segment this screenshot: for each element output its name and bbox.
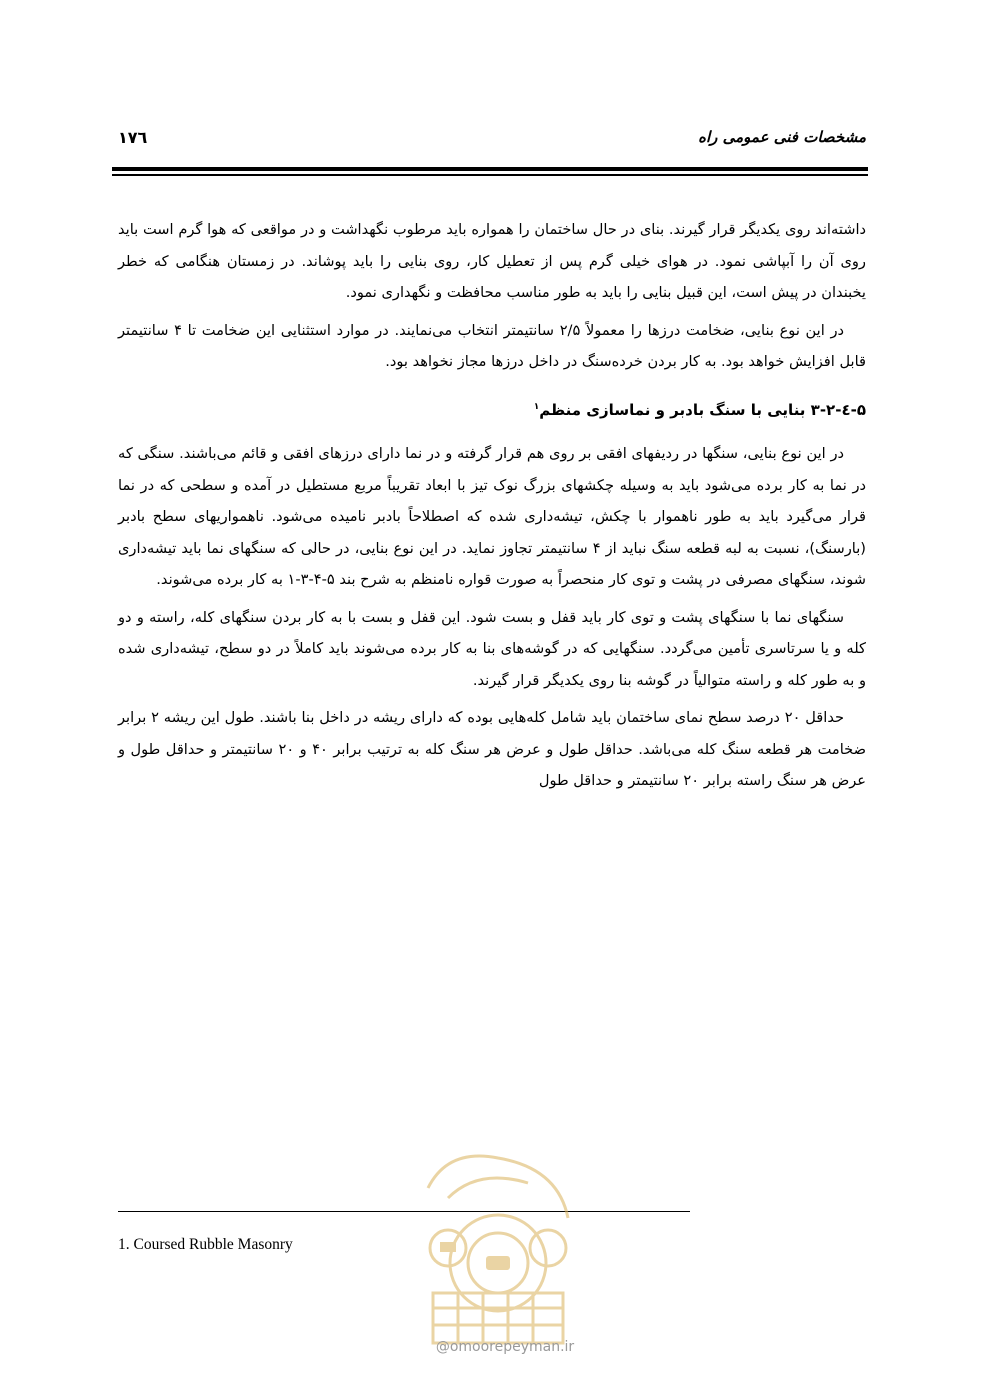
paragraph: داشته‌اند روی یکدیگر قرار گیرند. بنای در حال ساختمان را همواره باید مرطوب نگهداشت و در مواقعی که هوا گرم است باید روی آن را آبپاشی نمود. در هوای خیلی گرم پس از تعطیل کار، روی بنایی را باید پوشاند. در زمستان هنگامی که خطر یخبندان در پیش است، این قبیل بنایی را باید به طور مناسب محافظت و نگهداری نمود.	[118, 221, 866, 301]
running-title: مشخصات فنی عمومی راه	[698, 128, 866, 146]
page-header	[118, 126, 866, 156]
footnote: 1. Coursed Rubble Masonry	[118, 1236, 293, 1253]
body-text	[118, 214, 866, 803]
paragraph: حداقل ۲۰ درصد سطح نمای ساختمان باید شامل کله‌هایی بوده که دارای ریشه در داخل بنا باشند. طول این ریشه ۲ برابر ضخامت هر قطعه سنگ کله می‌باشد. حداقل طول و عرض هر سنگ کله به ترتیب برابر ۴۰ و ۲۰ سانتیمتر و حداقل طول و عرض هر سنگ راسته برابر ۲۰ سانتیمتر و حداقل طول	[118, 709, 866, 789]
watermark-logo	[388, 1128, 608, 1368]
header-rule-thick	[112, 167, 868, 171]
header-rule-thin	[112, 174, 868, 176]
section-heading	[118, 392, 866, 427]
paragraph: در این نوع بنایی، سنگها در ردیفهای افقی بر روی هم قرار گرفته و در نما دارای درزهای افقی و قائم می‌باشند. سنگی که در نما به کار برده می‌شود باید به وسیله چکشهای بزرگ نوک تیز با ابعاد تقریباً مربع مستطیل در آمده و سطحی که در نما قرار می‌گیرد باید به طور ناهموار با چکش، تیشه‌داری شده که اصطلاحاً بادبر نامیده می‌شود. ناهمواریهای سطح بادبر (بارسنگ)، نسبت به لبه قطعه سنگ نباید از ۴ سانتیمتر تجاوز نماید. در این نوع بنایی، در حالی که سنگهای نما باید تیشه‌داری شوند، سنگهای مصرفی در پشت و توی کار منحصراً به صورت قواره نامنظم به شرح بند ۵-۴-۳-۱ به کار برده می‌شوند.	[118, 445, 866, 588]
paragraph: در این نوع بنایی، ضخامت درزها را معمولاً ۲/۵ سانتیمتر انتخاب می‌نمایند. در موارد استثنایی این ضخامت تا ۴ سانتیمتر قابل افزایش خواهد بود. به کار بردن خرده‌سنگ در داخل درزها مجاز نخواهد بود.	[118, 321, 866, 370]
footnote-marker: ۱	[533, 401, 540, 412]
watermark-url: @omoorepeyman.ir	[435, 1339, 575, 1355]
section-heading-text: ۵-٤-۳-۲ بنایی با سنگ بادبر و نماسازی منظم	[539, 400, 866, 419]
page-number: ۱۷٦	[118, 128, 148, 147]
paragraph: سنگهای نما با سنگهای پشت و توی کار باید قفل و بست شود. این قفل و بست با به کار بردن سنگهای کله، راسته و دو کله و یا سرتاسری تأمین می‌گردد. سنگهایی که در گوشه‌های بنا به کار برده می‌شوند باید کاملاً در دو سطح، تیشه‌داری شده و به طور کله و راسته متوالیاً در گوشه بنا روی یکدیگر قرار گیرند.	[118, 608, 866, 689]
